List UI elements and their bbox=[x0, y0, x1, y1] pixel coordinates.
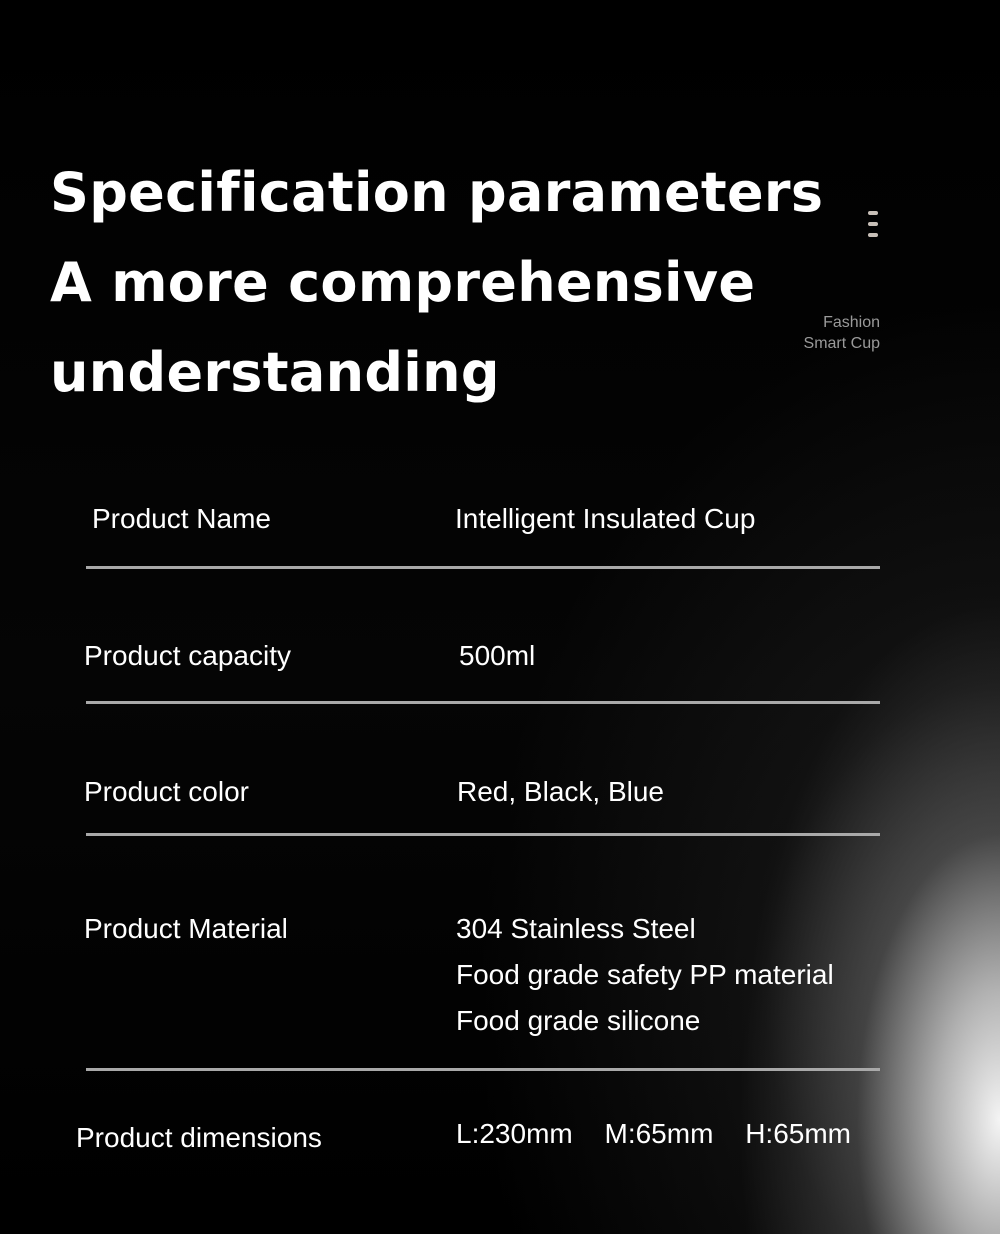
spec-label-capacity: Product capacity bbox=[84, 640, 291, 671]
material-line: 304 Stainless Steel bbox=[456, 913, 696, 944]
divider bbox=[86, 701, 880, 704]
material-line: Food grade safety PP material bbox=[456, 959, 834, 990]
brand-tagline bbox=[804, 312, 880, 354]
spec-value-color: Red, Black, Blue bbox=[457, 776, 664, 807]
headline bbox=[50, 148, 823, 418]
spec-value-dimensions bbox=[456, 1111, 851, 1157]
dimension-length: L:230mm bbox=[456, 1118, 573, 1149]
spec-value-name: Intelligent Insulated Cup bbox=[455, 503, 756, 534]
spec-label-color: Product color bbox=[84, 776, 249, 807]
headline-line-2: A more comprehensive bbox=[50, 251, 756, 314]
dimension-height: H:65mm bbox=[745, 1118, 851, 1149]
spec-value-capacity: 500ml bbox=[459, 640, 536, 671]
spec-label-dimensions: Product dimensions bbox=[76, 1122, 322, 1153]
divider bbox=[86, 833, 880, 836]
divider bbox=[86, 1068, 880, 1071]
menu-dots-icon bbox=[868, 211, 878, 244]
headline-line-3: understanding bbox=[50, 341, 500, 404]
brand-line-1: Fashion bbox=[823, 314, 880, 331]
brand-line-2: Smart Cup bbox=[803, 335, 880, 352]
divider bbox=[86, 566, 880, 569]
dimension-width: M:65mm bbox=[604, 1118, 714, 1149]
spec-label-material: Product Material bbox=[84, 913, 288, 944]
headline-line-1: Specification parameters bbox=[50, 161, 824, 224]
menu-dot bbox=[868, 233, 878, 237]
spec-value-material bbox=[456, 906, 834, 1044]
material-line: Food grade silicone bbox=[456, 1005, 701, 1036]
menu-dot bbox=[868, 222, 878, 226]
menu-dot bbox=[868, 211, 878, 215]
spec-label-name: Product Name bbox=[92, 503, 271, 534]
